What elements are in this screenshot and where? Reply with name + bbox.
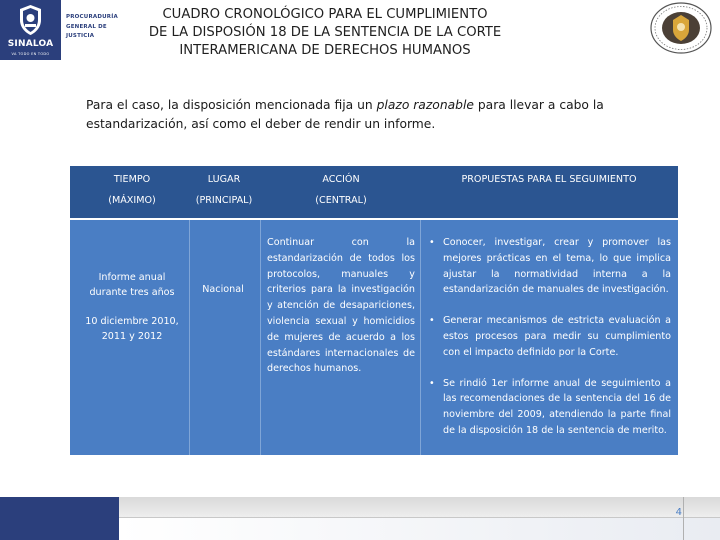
- time-line: durante tres años: [89, 287, 175, 298]
- bullet-icon: •: [429, 237, 435, 248]
- org-line: GENERAL DE: [66, 23, 107, 30]
- time-line: Informe anual: [98, 272, 166, 283]
- bullet-icon: •: [429, 377, 435, 389]
- header-sublabel: (CENTRAL): [315, 195, 367, 206]
- header-cell-accion: [267, 169, 415, 211]
- header-label: LUGAR: [207, 174, 241, 185]
- date-line: 10 diciembre 2010,: [85, 316, 179, 327]
- footer-page-divider: [683, 497, 684, 540]
- title-line: CUADRO CRONOLÓGICO PARA EL CUMPLIMIENTO: [162, 7, 488, 22]
- proposal-item: [427, 313, 671, 360]
- intro-text-end: para llevar a cabo la estandarización, así como el deber de rendir un informe.: [86, 98, 604, 131]
- header-sublabel: (MÁXIMO): [108, 195, 156, 206]
- column-divider: [189, 220, 190, 455]
- state-tagline: VA TODO EN TODO: [11, 52, 50, 56]
- header-cell-propuestas: [425, 169, 673, 190]
- header-cell-lugar: [188, 169, 260, 211]
- footer-divider: [119, 517, 720, 518]
- sinaloa-logo-box: [0, 0, 61, 60]
- header-label: ACCIÓN: [322, 174, 360, 185]
- org-name: [66, 13, 123, 42]
- header-sublabel: (PRINCIPAL): [195, 195, 253, 206]
- intro-text: Para el caso, la disposición mencionada fija un: [86, 98, 377, 112]
- page-title: [130, 6, 520, 60]
- action-cell: Continuar con la estandarización de todos los protocolos, manuales y criterios para la investigación y atención de desapariciones, violencia sexual y homicidios de mujeres de acuerdo a los estándares internacionales de derechos humanos.: [267, 237, 415, 375]
- column-divider: [420, 220, 421, 455]
- time-cell: [75, 270, 189, 344]
- footer-band-lower: [119, 517, 720, 540]
- place-cell: Nacional: [202, 284, 244, 295]
- proposal-item: [427, 235, 671, 298]
- title-line: INTERAMERICANA DE DERECHOS HUMANOS: [179, 43, 471, 58]
- page-number: 4: [675, 507, 682, 518]
- intro-emphasis: plazo razonable: [376, 98, 474, 112]
- footer-dark-block: [0, 497, 119, 540]
- table-header-row: [70, 166, 678, 218]
- intro-paragraph: [86, 96, 646, 134]
- header-cell-tiempo: [75, 169, 189, 211]
- date-line: 2011 y 2012: [101, 331, 163, 342]
- header-label: PROPUESTAS PARA EL SEGUIMIENTO: [461, 174, 637, 185]
- proposal-item: [427, 376, 671, 439]
- header-separator: [70, 218, 678, 220]
- bullet-icon: •: [429, 315, 435, 327]
- seal-emblem-icon: [648, 1, 714, 55]
- pgj-sinaloa-logo: [0, 0, 123, 60]
- sinaloa-crest-icon: [17, 4, 44, 36]
- org-line: JUSTICIA: [66, 33, 95, 39]
- title-line: DE LA DISPOSIÓN 18 DE LA SENTENCIA DE LA CORTE: [148, 25, 502, 40]
- chronology-table: [70, 166, 678, 455]
- proposal-text: Conocer, investigar, crear y promover las mejores prácticas en el tema, lo que implica ajustar la normatividad interna a la estandarización de manuales de investigación.: [443, 237, 671, 296]
- org-line: PROCURADURÍA: [66, 14, 118, 20]
- proposal-text: Se rindió 1er informe anual de seguimiento a las recomendaciones de la sentencia del 16 de noviembre del 2009, atendiendo la parte final de la disposición 18 de la sentencia de merito.: [443, 377, 671, 436]
- state-name: SINALOA: [7, 39, 54, 49]
- proposals-cell: [427, 235, 671, 454]
- header-label: TIEMPO: [113, 174, 151, 185]
- proposal-text: Generar mecanismos de estricta evaluación a estos procesos para medir su cumplimiento con el impacto definido por la Corte.: [443, 315, 671, 358]
- column-divider: [260, 220, 261, 455]
